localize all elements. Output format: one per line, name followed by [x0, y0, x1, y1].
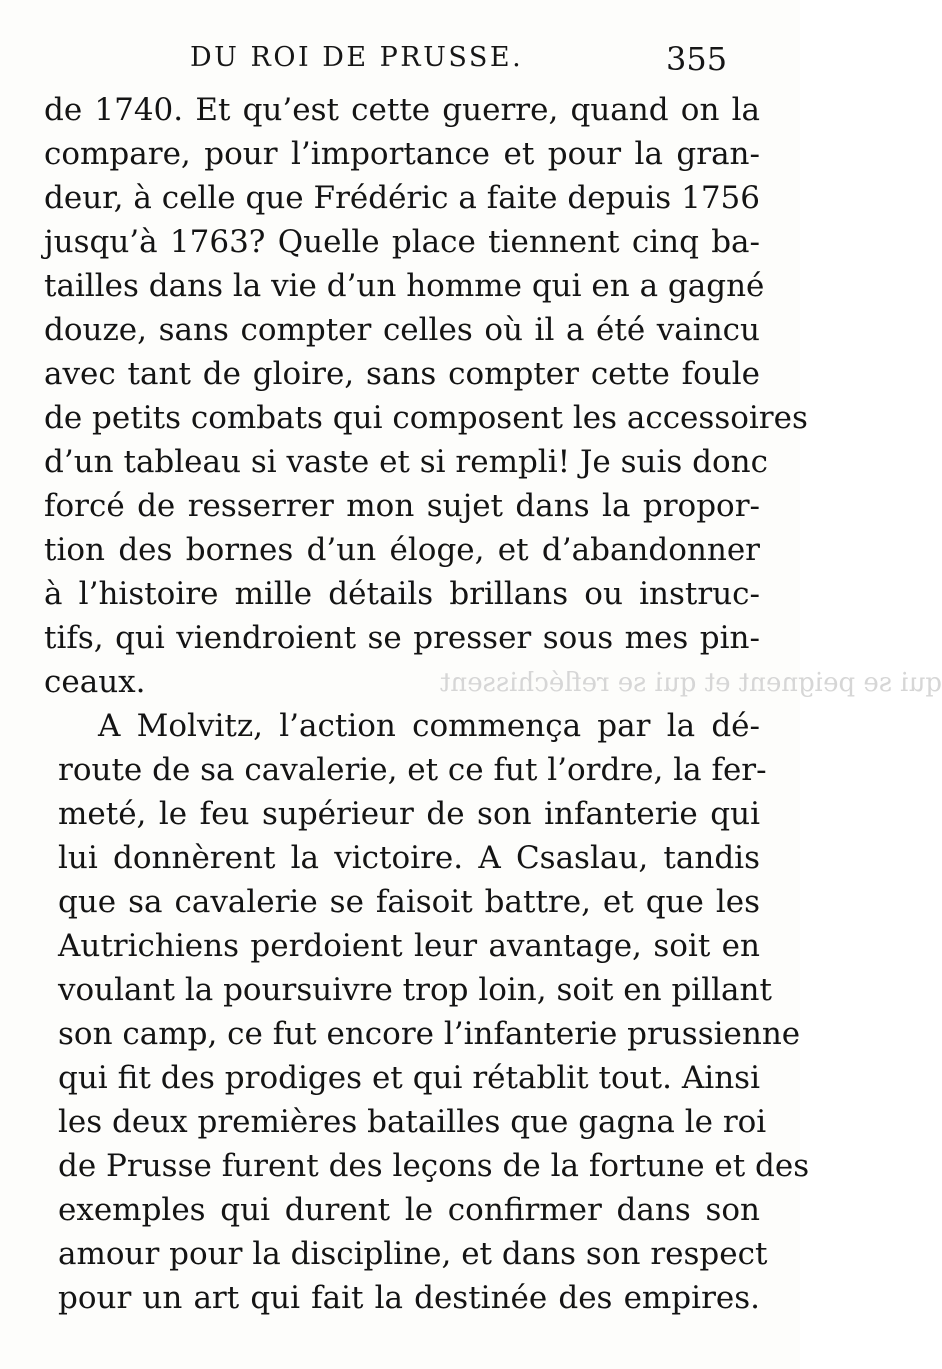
text-line: avec tant de gloire, sans compter cette foule: [44, 356, 760, 392]
text-line: compare, pour l’importance et pour la gran-: [44, 136, 760, 172]
text-line: lui donnèrent la victoire. A Csaslau, tandis: [58, 840, 760, 876]
text-line: meté, le feu supérieur de son infanterie qui: [58, 796, 760, 832]
text-line: voulant la poursuivre trop loin, soit en pillant: [58, 972, 772, 1008]
text-line: forcé de resserrer mon sujet dans la propor-: [44, 488, 760, 524]
text-line: tailles dans la vie d’un homme qui en a gagné: [44, 268, 765, 304]
text-line: route de sa cavalerie, et ce fut l’ordre, la fer-: [58, 752, 767, 788]
text-line: les deux premières batailles que gagna le roi: [58, 1104, 767, 1140]
page-number: 355: [666, 40, 728, 78]
text-line: tion des bornes d’un éloge, et d’abandonner: [44, 532, 760, 568]
text-line: d’un tableau si vaste et si rempli! Je suis donc: [44, 444, 768, 480]
text-line: qui fit des prodiges et qui rétablit tout. Ainsi: [58, 1060, 760, 1096]
text-line: à l’histoire mille détails brillans ou instruc-: [44, 576, 760, 612]
text-line: tifs, qui viendroient se presser sous mes pin-: [44, 620, 760, 656]
text-line: ceaux.: [44, 664, 146, 700]
running-title: DU ROI DE PRUSSE.: [190, 42, 524, 73]
text-line: de petits combats qui composent les accessoires: [44, 400, 808, 436]
text-line: Autrichiens perdoient leur avantage, soit en: [58, 928, 760, 964]
paragraph-first-line: A Molvitz, l’action commença par la dé-: [98, 708, 760, 744]
text-line: exemples qui durent le confirmer dans son: [58, 1192, 760, 1228]
text-line: pour un art qui fait la destinée des empires.: [58, 1280, 760, 1316]
text-line: de 1740. Et qu’est cette guerre, quand on la: [44, 92, 760, 128]
text-line: amour pour la discipline, et dans son respect: [58, 1236, 768, 1272]
text-line: douze, sans compter celles où il a été vaincu: [44, 312, 760, 348]
text-line: de Prusse furent des leçons de la fortune et des: [58, 1148, 810, 1184]
text-line: deur, à celle que Frédéric a faite depuis 1756: [44, 180, 760, 216]
show-through-bleed: qui se peignent et qui se refléchissent: [440, 668, 942, 698]
text-line: que sa cavalerie se faisoit battre, et que les: [58, 884, 760, 920]
text-line: son camp, ce fut encore l’infanterie prussienne: [58, 1016, 801, 1052]
text-line: jusqu’à 1763? Quelle place tiennent cinq ba-: [44, 224, 760, 260]
running-head: [0, 30, 800, 80]
